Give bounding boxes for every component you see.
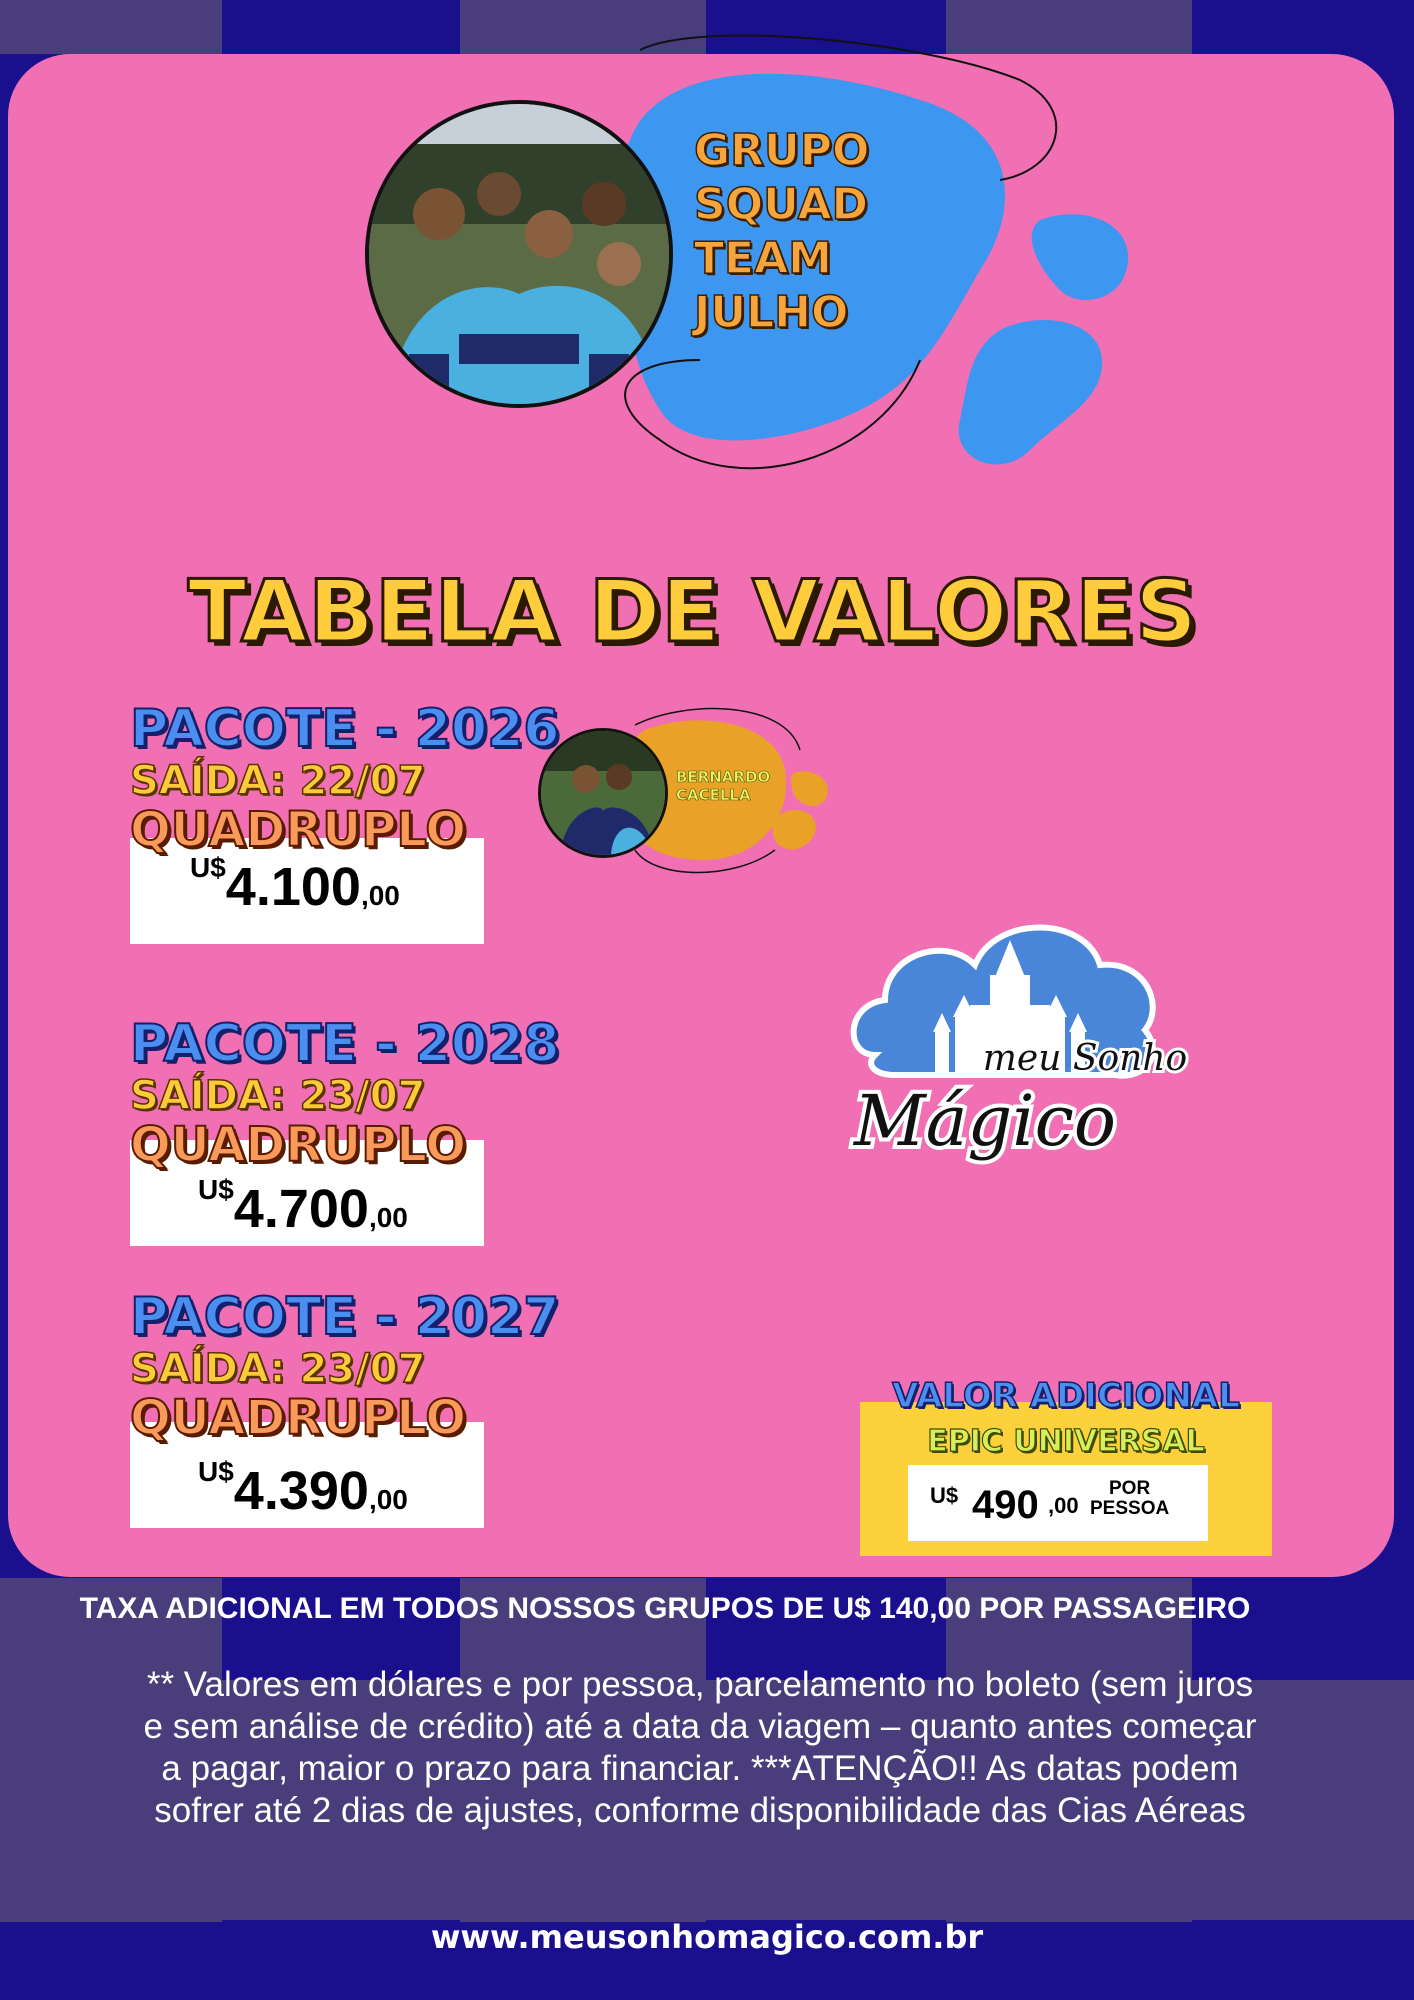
package-3: [130, 1288, 559, 1444]
price-cents: ,00: [1048, 1493, 1079, 1518]
group-name: [694, 124, 869, 340]
package-departure: SAÍDA: 22/07: [130, 758, 426, 804]
package-title: PACOTE - 2027: [130, 1287, 560, 1347]
price-unit-line: POR: [1109, 1478, 1151, 1499]
package-title: PACOTE - 2028: [130, 1014, 560, 1074]
badge-name-line: CACELLA: [676, 786, 751, 804]
terms-line: e sem análise de crédito) até a data da viagem – quanto antes começar: [143, 1707, 1257, 1746]
package-departure: SAÍDA: 23/07: [130, 1073, 426, 1119]
currency-symbol: U$: [190, 852, 226, 883]
terms-line: ** Valores em dólares e por pessoa, parcelamento no boleto (sem juros: [146, 1665, 1254, 1704]
package-departure: SAÍDA: 23/07: [130, 1346, 426, 1392]
price-unit: [1090, 1479, 1169, 1519]
group-name-line: JULHO: [694, 287, 849, 338]
price-cents: ,00: [368, 1484, 408, 1515]
package-title: PACOTE - 2026: [130, 699, 560, 759]
website-link[interactable]: www.meusonhomagico.com.br: [430, 1918, 984, 1956]
extra-value-price: [908, 1465, 1208, 1541]
group-name-line: TEAM: [694, 233, 832, 284]
price-value: 4.700: [233, 1179, 369, 1239]
tax-notice: TAXA ADICIONAL EM TODOS NOSSOS GRUPOS DE U$ 140,00 POR PASSAGEIRO: [79, 1592, 1251, 1625]
price-cents: ,00: [360, 880, 400, 911]
badge-name: [676, 768, 770, 804]
price-value: 4.100: [225, 857, 361, 917]
logo-line2: Mágico: [854, 1080, 1116, 1162]
group-photo: [365, 100, 673, 408]
package-room-type: QUADRUPLO: [130, 1117, 467, 1173]
price-unit-line: PESSOA: [1090, 1498, 1170, 1519]
brand-logo: [835, 905, 1205, 1195]
extra-value-title: VALOR ADICIONAL: [892, 1376, 1240, 1416]
terms-line: sofrer até 2 dias de ajustes, conforme disponibilidade das Cias Aéreas: [154, 1791, 1246, 1830]
package-room-type: QUADRUPLO: [130, 802, 467, 858]
badge-name-line: BERNARDO: [676, 768, 771, 786]
terms-line: a pagar, maior o prazo para financiar. ***ATENÇÃO!! As datas podem: [161, 1749, 1239, 1788]
price-cents: ,00: [368, 1202, 408, 1233]
price-value: 490: [972, 1483, 1039, 1527]
package-room-type: QUADRUPLO: [130, 1390, 467, 1446]
page-title: TABELA DE VALORES: [187, 562, 1199, 662]
group-name-line: GRUPO: [694, 125, 870, 176]
currency-symbol: U$: [930, 1483, 959, 1508]
price-value: 4.390: [233, 1461, 369, 1521]
package-2: [130, 1015, 559, 1171]
logo-line1: meu Sonho: [982, 1038, 1188, 1079]
terms-notes: [0, 1664, 1400, 1832]
package-1: [130, 700, 559, 856]
group-name-line: SQUAD: [694, 179, 869, 230]
currency-symbol: U$: [198, 1456, 234, 1487]
badge-photo: [538, 728, 668, 858]
extra-value-subtitle: EPIC UNIVERSAL: [927, 1424, 1205, 1459]
currency-symbol: U$: [198, 1174, 234, 1205]
